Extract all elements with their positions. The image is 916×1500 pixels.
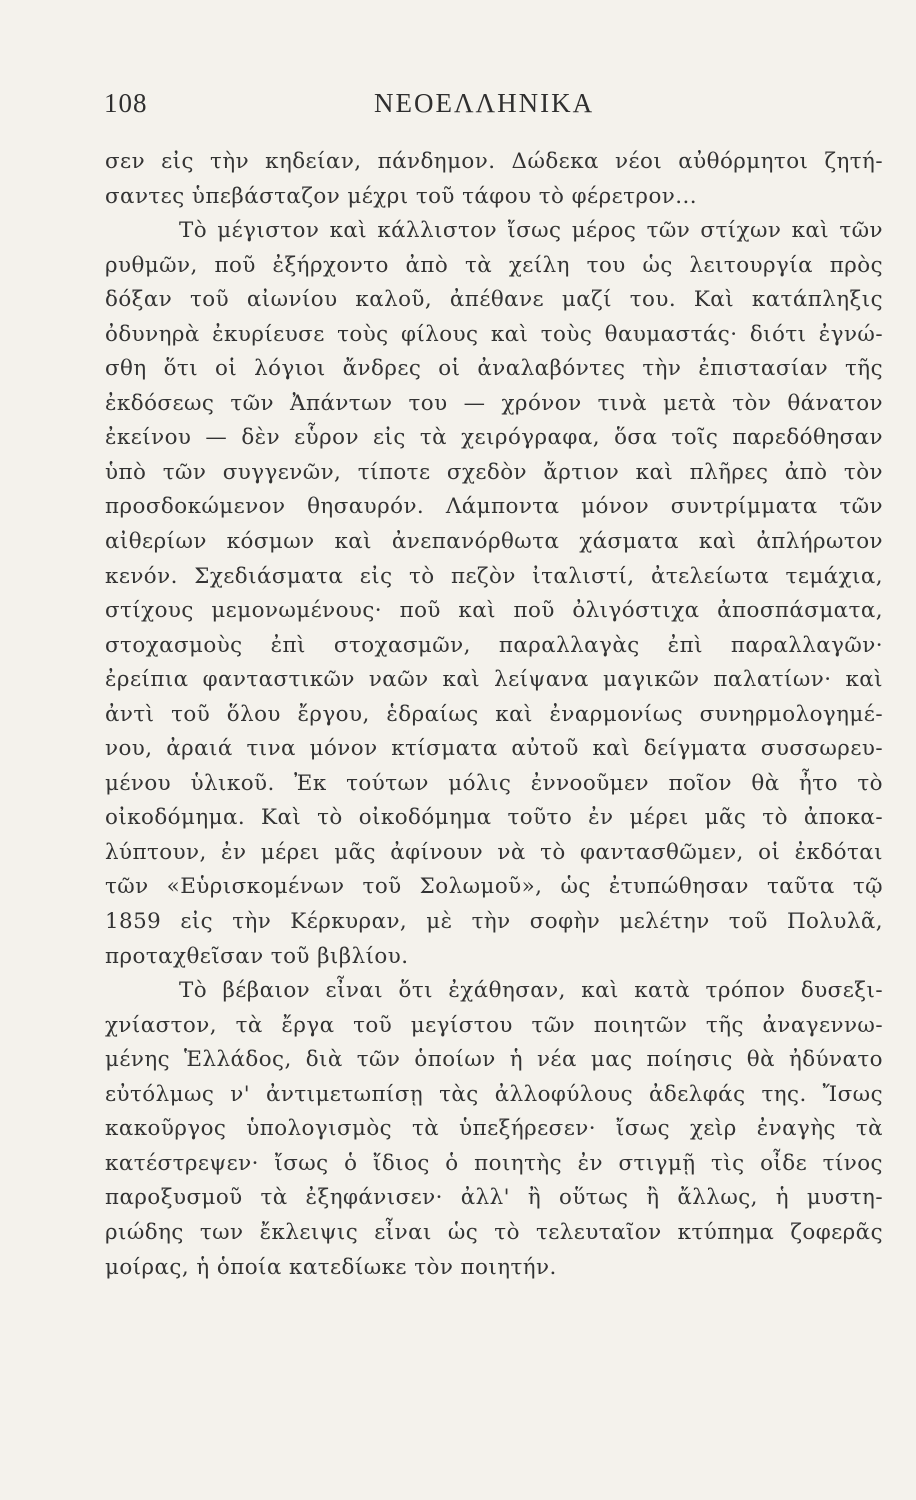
text-line: ἐρείπια φανταστικῶν ναῶν καὶ λείψανα μαγικῶν παλατίων· καὶ xyxy=(105,667,883,693)
text-line: εὐτόλμως ν' ἀντιμετωπίσῃ τὰς ἀλλοφύλους ἀδελφάς της. Ἴσως xyxy=(105,1081,883,1107)
text-line: ἀντὶ τοῦ ὅλου ἔργου, ἑδραίως καὶ ἐναρμονίως συνηρμολογημέ- xyxy=(105,701,883,727)
text-line: οἰκοδόμημα. Καὶ τὸ οἰκοδόμημα τοῦτο ἐν μέρει μᾶς τὸ ἀποκα- xyxy=(105,805,883,831)
text-line: σαντες ὑπεβάσταζον μέχρι τοῦ τάφου τὸ φέρετρον... xyxy=(105,183,697,209)
text-line: παροξυσμοῦ τὰ ἐξηφάνισεν· ἀλλ' ἢ οὕτως ἢ ἄλλως, ἡ μυστη- xyxy=(105,1185,883,1211)
running-head xyxy=(104,88,808,128)
text-line: προταχθεῖσαν τοῦ βιβλίου. xyxy=(105,943,409,969)
text-line: τῶν «Εὑρισκομένων τοῦ Σολωμοῦ», ὡς ἐτυπώθησαν ταῦτα τῷ xyxy=(105,874,883,900)
text-line: στοχασμοὺς ἐπὶ στοχασμῶν, παραλλαγὰς ἐπὶ παραλλαγῶν· xyxy=(105,632,883,658)
text-line: χνίαστον, τὰ ἔργα τοῦ μεγίστου τῶν ποιητῶν τῆς ἀναγεννω- xyxy=(105,1012,883,1038)
text-line: κατέστρεψεν· ἴσως ὁ ἴδιος ὁ ποιητὴς ἐν στιγμῇ τὶς οἶδε τίνος xyxy=(105,1150,883,1176)
text-line: 1859 εἰς τὴν Κέρκυραν, μὲ τὴν σοφὴν μελέτην τοῦ Πολυλᾶ, xyxy=(105,909,883,935)
text-line: σεν εἰς τὴν κηδείαν, πάνδημον. Δώδεκα νέοι αὐθόρμητοι ζητή- xyxy=(105,149,883,174)
text-line: μοίρας, ἡ ὁποία κατεδίωκε τὸν ποιητήν. xyxy=(105,1254,557,1280)
text-line: ὀδυνηρὰ ἐκυρίευσε τοὺς φίλους καὶ τοὺς θαυμαστάς· διότι ἐγνώ- xyxy=(105,321,883,347)
text-line: ἐκείνου — δὲν εὗρον εἰς τὰ χειρόγραφα, ὅσα τοῖς παρεδόθησαν xyxy=(105,425,883,451)
text-line: ὑπὸ τῶν συγγενῶν, τίποτε σχεδὸν ἄρτιον καὶ πλῆρες ἀπὸ τὸν xyxy=(105,459,883,485)
text-line: σθη ὅτι οἱ λόγιοι ἄνδρες οἱ ἀναλαβόντες τὴν ἐπιστασίαν τῆς xyxy=(105,356,883,382)
text-line: μένου ὑλικοῦ. Ἐκ τούτων μόλις ἐννοοῦμεν ποῖον θὰ ἦτο τὸ xyxy=(105,770,883,796)
text-line: λύπτουν, ἐν μέρει μᾶς ἀφίνουν νὰ τὸ φαντασθῶμεν, οἱ ἐκδόται xyxy=(105,839,883,865)
text-line: προσδοκώμενον θησαυρόν. Λάμποντα μόνον συντρίμματα τῶν xyxy=(105,494,883,520)
text-line: Τὸ μέγιστον καὶ κάλλιστον ἴσως μέρος τῶν στίχων καὶ τῶν xyxy=(179,218,883,244)
text-line: κακοῦργος ὑπολογισμὸς τὰ ὑπεξήρεσεν· ἴσως χεὶρ ἐναγὴς τὰ xyxy=(105,1116,883,1142)
text-line: Τὸ βέβαιον εἶναι ὅτι ἐχάθησαν, καὶ κατὰ τρόπον δυσεξι- xyxy=(179,978,883,1004)
text-line: ρυθμῶν, ποῦ ἐξήρχοντο ἀπὸ τὰ χείλη του ὡς λειτουργία πρὸς xyxy=(105,252,883,278)
text-line: δόξαν τοῦ αἰωνίου καλοῦ, ἀπέθανε μαζί του. Καὶ κατάπληξις xyxy=(105,287,883,313)
body-text xyxy=(105,145,883,1285)
text-line: στίχους μεμονωμένους· ποῦ καὶ ποῦ ὀλιγόστιχα ἀποσπάσματα, xyxy=(105,598,883,624)
text-line: κενόν. Σχεδιάσματα εἰς τὸ πεζὸν ἰταλιστί, ἀτελείωτα τεμάχια, xyxy=(105,563,883,589)
text-line: ριώδης των ἔκλειψις εἶναι ὡς τὸ τελευταῖον κτύπημα ζοφερᾶς xyxy=(105,1219,883,1245)
text-line: ἐκδόσεως τῶν Ἀπάντων του — χρόνον τινὰ μετὰ τὸν θάνατον xyxy=(105,390,883,416)
text-line: αἰθερίων κόσμων καὶ ἀνεπανόρθωτα χάσματα καὶ ἀπλήρωτον xyxy=(105,529,883,555)
text-line: νου, ἀραιά τινα μόνον κτίσματα αὐτοῦ καὶ δείγματα συσσωρευ- xyxy=(105,736,883,762)
running-title: ΝΕΟΕΛΛΗΝΙΚΑ xyxy=(374,88,595,118)
text-line: μένης Ἑλλάδος, διὰ τῶν ὁποίων ἡ νέα μας ποίησις θὰ ἠδύνατο xyxy=(105,1047,883,1073)
page-number: 108 xyxy=(104,88,148,118)
